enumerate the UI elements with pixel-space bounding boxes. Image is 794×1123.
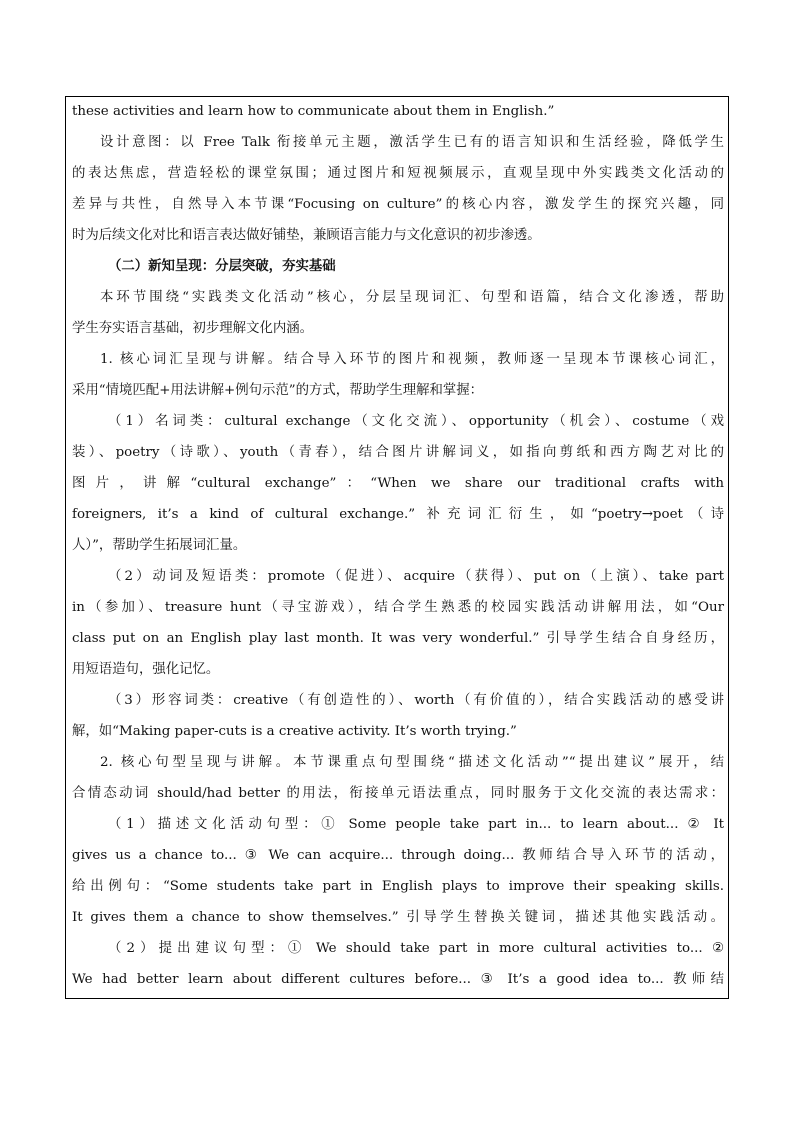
paragraph-line: 本环节围绕“实践类文化活动”核心，分层呈现词汇、句型和语篇，结合文化渗透，帮助 bbox=[100, 290, 724, 305]
paragraph-line: foreigners, it’s a kind of cultural exchange.” 补充词汇衍生，如“poetry→poet（诗 bbox=[72, 507, 724, 522]
paragraph-line: 采用“情境匹配+用法讲解+例句示范”的方式，帮助学生理解和掌握： bbox=[72, 383, 484, 398]
paragraph-line: 人）”，帮助学生拓展词汇量。 bbox=[72, 538, 247, 553]
paragraph-line: （2）提出建议句型：① We should take part in more cultural activities to... ② bbox=[108, 941, 724, 956]
paragraph-line: 1. 核心词汇呈现与讲解。结合导入环节的图片和视频，教师逐一呈现本节课核心词汇， bbox=[100, 352, 724, 367]
paragraph-line: in（参加）、treasure hunt（寻宝游戏），结合学生熟悉的校园实践活动讲解用法，如“Our bbox=[72, 600, 724, 615]
paragraph-line: （3）形容词类：creative（有创造性的）、worth（有价值的），结合实践活动的感受讲 bbox=[108, 693, 724, 708]
paragraph-line: （1）名词类：cultural exchange（文化交流）、opportunity（机会）、costume（戏 bbox=[108, 414, 724, 429]
paragraph-line: 的表达焦虑，营造轻松的课堂氛围；通过图片和短视频展示，直观呈现中外实践类文化活动的 bbox=[72, 166, 724, 181]
paragraph-line: 学生夯实语言基础，初步理解文化内涵。 bbox=[72, 321, 314, 336]
paragraph-line: （2）动词及短语类：promote（促进）、acquire（获得）、put on（上演）、take part bbox=[108, 569, 724, 584]
paragraph-line: 设计意图：以 Free Talk 衔接单元主题，激活学生已有的语言知识和生活经验，降低学生 bbox=[100, 135, 724, 150]
paragraph-line: class put on an English play last month. It was very wonderful.” 引导学生结合自身经历， bbox=[72, 631, 724, 646]
section-heading: （二）新知呈现：分层突破，夯实基础 bbox=[108, 258, 336, 274]
paragraph-line: 用短语造句，强化记忆。 bbox=[72, 662, 220, 677]
paragraph-line: gives us a chance to... ③ We can acquire... through doing... 教师结合导入环节的活动， bbox=[72, 848, 724, 863]
paragraph-line: 解，如“Making paper-cuts is a creative activity. It’s worth trying.” bbox=[72, 724, 517, 739]
document-body bbox=[72, 96, 724, 995]
paragraph-line: 差异与共性，自然导入本节课“Focusing on culture”的核心内容，激发学生的探究兴趣，同 bbox=[72, 197, 724, 212]
paragraph-line: 2. 核心句型呈现与讲解。本节课重点句型围绕“描述文化活动”“提出建议”展开，结 bbox=[100, 755, 724, 770]
paragraph-line: It gives them a chance to show themselves.” 引导学生替换关键词，描述其他实践活动。 bbox=[72, 910, 724, 925]
paragraph-line: We had better learn about different cultures before... ③ It’s a good idea to... 教师结 bbox=[72, 972, 724, 987]
paragraph-line: 给出例句：“Some students take part in English plays to improve their speaking skills. bbox=[72, 879, 724, 894]
paragraph-line: 图片，讲解“cultural exchange”：“When we share our traditional crafts with bbox=[72, 476, 724, 491]
paragraph-line: these activities and learn how to communicate about them in English.” bbox=[72, 104, 555, 119]
paragraph-line: 时为后续文化对比和语言表达做好铺垫，兼顾语言能力与文化意识的初步渗透。 bbox=[72, 228, 541, 243]
paragraph-line: 装）、poetry（诗歌）、youth（青春），结合图片讲解词义，如指向剪纸和西方陶艺对比的 bbox=[72, 445, 724, 460]
paragraph-line: 合情态动词 should/had better 的用法，衔接单元语法重点，同时服务于文化交流的表达需求： bbox=[72, 786, 724, 801]
paragraph-line: （1）描述文化活动句型：① Some people take part in... to learn about... ② It bbox=[108, 817, 724, 832]
